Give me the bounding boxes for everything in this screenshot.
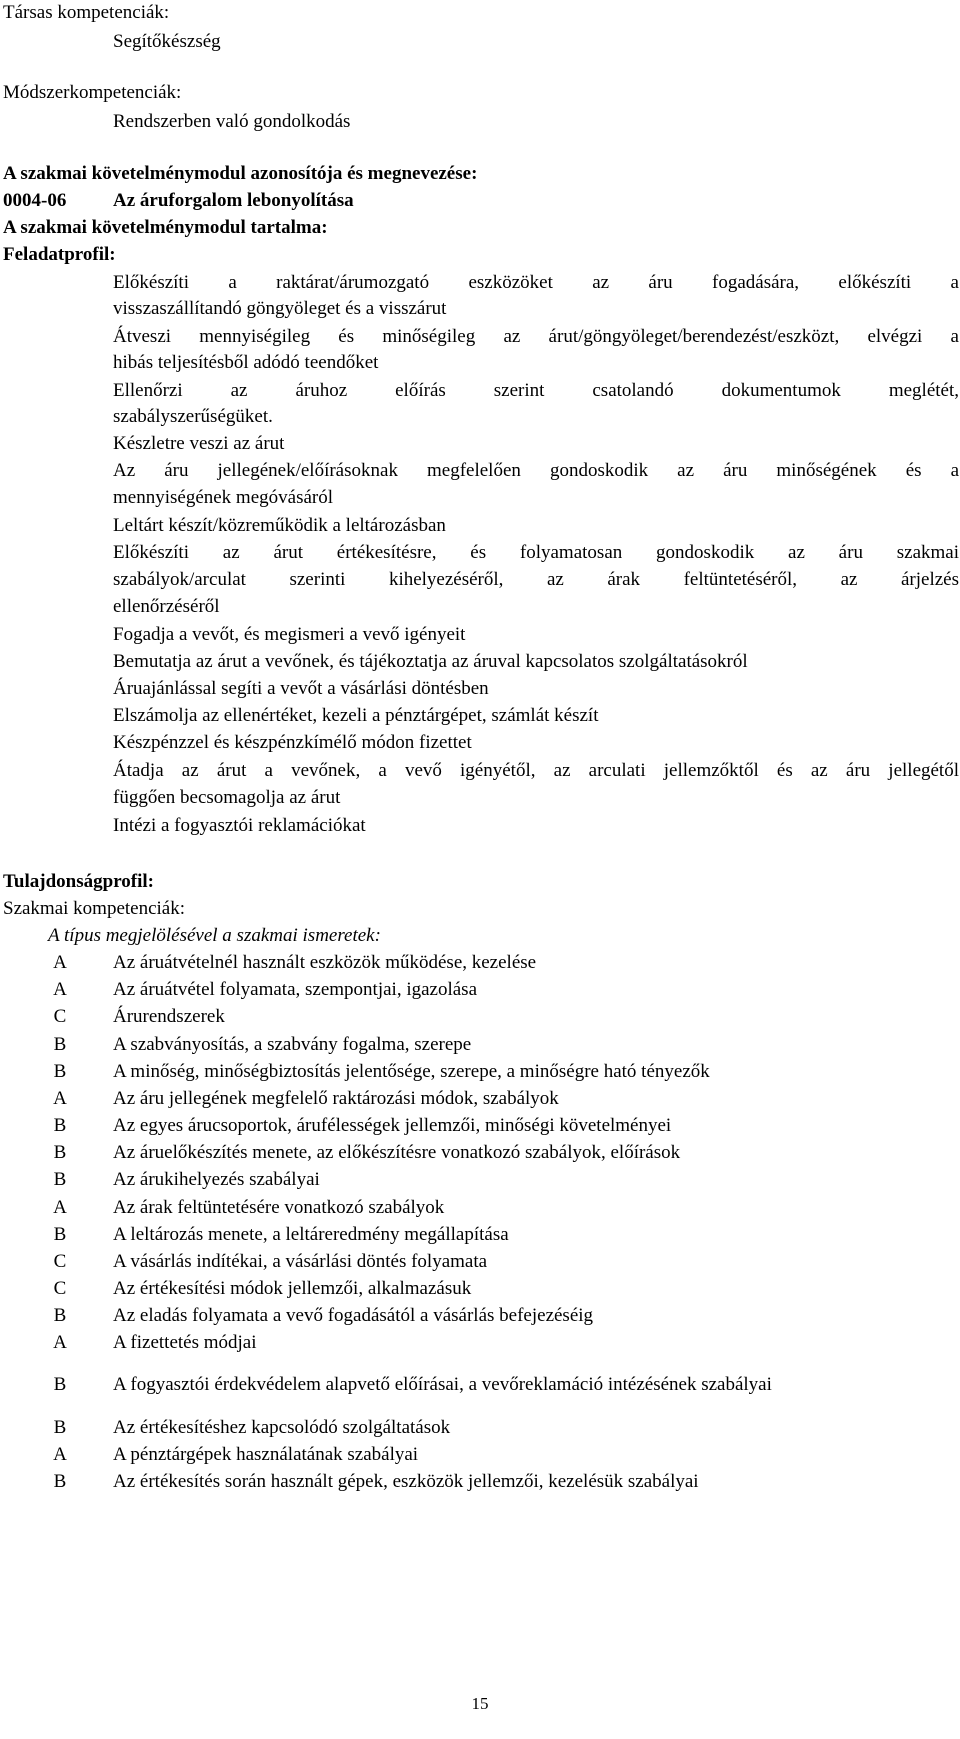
knowledge-text: A pénztárgépek használatának szabályai [113,1444,419,1465]
knowledge-type-code: A [53,1444,67,1465]
knowledge-text: A leltározás menete, a leltáreredmény megállapítása [113,1224,509,1245]
task-item-line: Készletre veszi az árut [113,433,285,454]
knowledge-type-code: B [53,1169,67,1190]
knowledge-text: Árurendszerek [113,1006,225,1027]
task-item-line: szabályszerűségüket. [113,406,273,427]
knowledge-text: Az áru jellegének megfelelő raktározási módok, szabályok [113,1088,559,1109]
module-code: 0004-06 [3,190,67,211]
module-id-heading: A szakmai követelménymodul azonosítója és megnevezése: [3,163,478,184]
task-item-line: Leltárt készít/közreműködik a leltározásban [113,515,446,536]
knowledge-type-code: A [53,1197,67,1218]
knowledge-type-code: A [53,1088,67,1109]
task-item-line: Elszámolja az ellenértéket, kezeli a pénztárgépet, számlát készít [113,705,599,726]
knowledge-row [0,1305,960,1327]
knowledge-row [0,1224,960,1246]
knowledge-row [0,979,960,1001]
knowledge-type-code: B [53,1034,67,1055]
knowledge-text: Az eladás folyamata a vevő fogadásától a vásárlás befejezéséig [113,1305,594,1326]
knowledge-row [0,1374,960,1396]
knowledge-type-code: B [53,1417,67,1438]
knowledge-type-code: B [53,1115,67,1136]
task-item-line: visszaszállítandó göngyöleget és a visszárut [113,298,447,319]
knowledge-type-code: B [53,1224,67,1245]
task-item-line: Átveszi mennyiségileg és minőségileg az árut/göngyöleget/berendezést/eszközt, elvégzi a [113,326,959,347]
knowledge-row [0,1034,960,1056]
task-item-line: Átadja az árut a vevőnek, a vevő igényétől, az arculati jellemzőktől és az áru jellegétől [113,760,959,781]
knowledge-row [0,1088,960,1110]
knowledge-text: A fogyasztói érdekvédelem alapvető előírásai, a vevőreklamáció intézésének szabályai [113,1374,772,1395]
task-item-line: Az áru jellegének/előírásoknak megfelelően gondoskodik az áru minőségének és a [113,460,959,481]
knowledge-row [0,1417,960,1439]
module-content-heading: A szakmai követelménymodul tartalma: [3,217,328,238]
task-item-line: Áruajánlással segíti a vevőt a vásárlási döntésben [113,678,489,699]
task-item-line: ellenőrzéséről [113,596,220,617]
method-competence-item: Rendszerben való gondolkodás [113,111,351,132]
knowledge-type-code: B [53,1471,67,1492]
task-item-line: Előkészíti a raktárat/árumozgató eszközöket az áru fogadására, előkészíti a [113,272,959,293]
knowledge-text: A vásárlás indítékai, a vásárlási döntés folyamata [113,1251,488,1272]
knowledge-row [0,1006,960,1028]
social-competence-heading: Társas kompetenciák: [3,2,170,23]
knowledge-text: Az egyes árucsoportok, árufélességek jellemzői, minőségi követelményei [113,1115,672,1136]
knowledge-row [0,952,960,974]
knowledge-type-note: A típus megjelölésével a szakmai ismeretek: [48,925,381,946]
professional-competence-heading: Szakmai kompetenciák: [3,898,186,919]
knowledge-type-code: B [53,1305,67,1326]
task-item-line: Ellenőrzi az áruhoz előírás szerint csatolandó dokumentumok meglétét, [113,380,959,401]
method-competence-heading: Módszerkompetenciák: [3,82,182,103]
knowledge-text: A fizettetés módjai [113,1332,257,1353]
task-item-line: Előkészíti az árut értékesítésre, és folyamatosan gondoskodik az áru szakmai [113,542,959,563]
social-competence-item: Segítőkészség [113,31,221,52]
knowledge-text: Az áruátvétel folyamata, szempontjai, igazolása [113,979,478,1000]
task-item-line: mennyiségének megóvásáról [113,487,334,508]
task-item-line: Fogadja a vevőt, és megismeri a vevő igényeit [113,624,466,645]
page-number: 15 [471,1694,489,1713]
knowledge-row [0,1251,960,1273]
property-profile-heading: Tulajdonságprofil: [3,871,154,892]
knowledge-type-code: C [53,1278,67,1299]
module-name: Az áruforgalom lebonyolítása [113,190,354,211]
knowledge-type-code: C [53,1006,67,1027]
knowledge-text: Az áruelőkészítés menete, az előkészítésre vonatkozó szabályok, előírások [113,1142,681,1163]
knowledge-type-code: B [53,1061,67,1082]
knowledge-row [0,1278,960,1300]
knowledge-text: Az értékesítési módok jellemzői, alkalmazásuk [113,1278,472,1299]
knowledge-text: Az árak feltüntetésére vonatkozó szabályok [113,1197,445,1218]
knowledge-text: Az értékesítéshez kapcsolódó szolgáltatások [113,1417,451,1438]
knowledge-row [0,1332,960,1354]
knowledge-row [0,1471,960,1493]
knowledge-text: Az áruátvételnél használt eszközök működése, kezelése [113,952,537,973]
knowledge-row [0,1142,960,1164]
knowledge-text: Az értékesítés során használt gépek, eszközök jellemzői, kezelésük szabályai [113,1471,699,1492]
knowledge-type-code: A [53,952,67,973]
knowledge-type-code: A [53,979,67,1000]
knowledge-row [0,1169,960,1191]
knowledge-type-code: B [53,1374,67,1395]
task-profile-heading: Feladatprofil: [3,244,116,265]
task-item-line: hibás teljesítésből adódó teendőket [113,352,379,373]
knowledge-text: A szabványosítás, a szabvány fogalma, szerepe [113,1034,472,1055]
task-item-line: függően becsomagolja az árut [113,787,341,808]
task-item-line: Készpénzzel és készpénzkímélő módon fizettet [113,732,472,753]
knowledge-row [0,1115,960,1137]
knowledge-row [0,1444,960,1466]
task-item-line: Bemutatja az árut a vevőnek, és tájékoztatja az áruval kapcsolatos szolgáltatásokról [113,651,748,672]
knowledge-row [0,1197,960,1219]
task-item-line: szabályok/arculat szerinti kihelyezéséről, az árak feltüntetéséről, az árjelzés [113,569,959,590]
knowledge-type-code: A [53,1332,67,1353]
knowledge-row [0,1061,960,1083]
knowledge-text: Az árukihelyezés szabályai [113,1169,320,1190]
knowledge-type-code: C [53,1251,67,1272]
knowledge-type-code: B [53,1142,67,1163]
task-item-line: Intézi a fogyasztói reklamációkat [113,815,366,836]
knowledge-text: A minőség, minőségbiztosítás jelentősége, szerepe, a minőségre ható tényezők [113,1061,710,1082]
